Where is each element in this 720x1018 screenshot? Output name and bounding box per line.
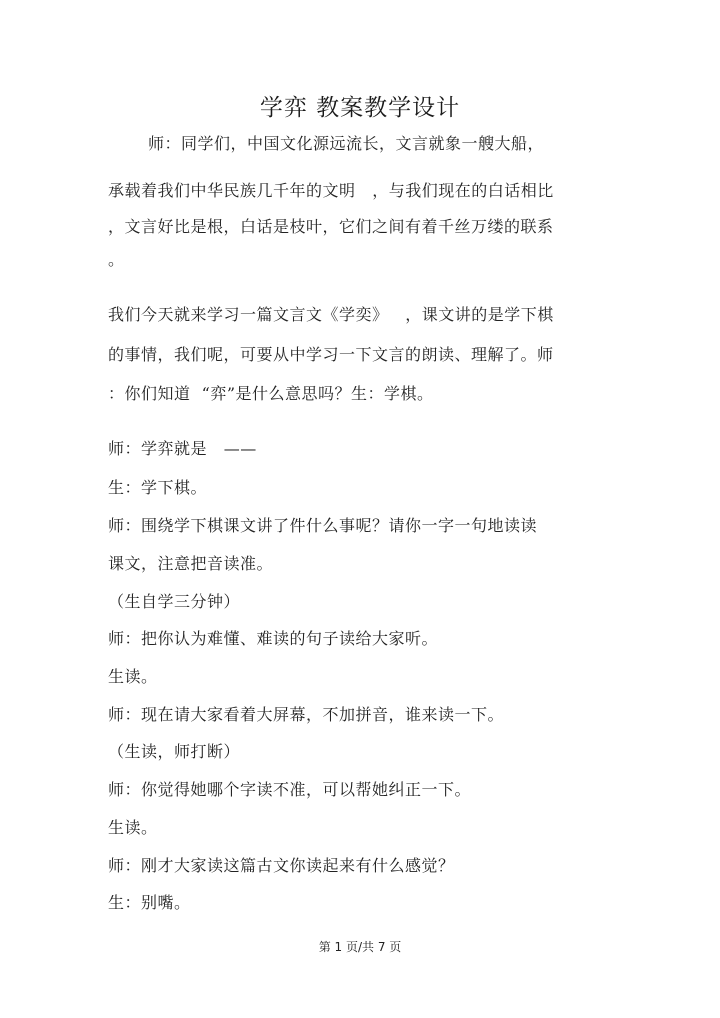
paragraph-line: 师：围绕学下棋课文讲了件什么事呢？请你一字一句地读读 bbox=[108, 516, 538, 535]
paragraph-line: 课文，注意把音读准。 bbox=[108, 554, 274, 573]
paragraph-line: 师：刚才大家读这篇古文你读起来有什么感觉？ bbox=[108, 856, 455, 875]
paragraph-line: 生读。 bbox=[108, 667, 158, 686]
paragraph-line: 师：现在请大家看着大屏幕，不加拼音，谁来读一下。 bbox=[108, 705, 505, 724]
paragraph-line: 师：你觉得她哪个字读不准，可以帮她纠正一下。 bbox=[108, 780, 472, 799]
paragraph-line: ：你们知道 “弈”是什么意思吗？生：学棋。 bbox=[108, 384, 434, 403]
paragraph-line: （生读，师打断） bbox=[108, 742, 241, 761]
paragraph-line: 我们今天就来学习一篇文言文《学奕》 ，课文讲的是学下棋 bbox=[108, 305, 554, 324]
paragraph-line: 师：把你认为难懂、难读的句子读给大家听。 bbox=[108, 629, 439, 648]
paragraph-line: 师：同学们，中国文化源远流长，文言就象一艘大船， bbox=[148, 134, 545, 153]
paragraph-line: 生：学下棋。 bbox=[108, 478, 208, 497]
paragraph-line: 。 bbox=[108, 250, 125, 269]
document-title: 学弈 教案教学设计 bbox=[259, 95, 461, 121]
paragraph-line: 师：学弈就是 —— bbox=[108, 439, 257, 458]
paragraph-line: 承载着我们中华民族几千年的文明 ，与我们现在的白话相比 bbox=[108, 181, 554, 200]
paragraph-line: 生读。 bbox=[108, 818, 158, 837]
paragraph-line: 生：别嘴。 bbox=[108, 893, 191, 912]
paragraph-line: 的事情，我们呢，可要从中学习一下文言的朗读、理解了。师 bbox=[108, 345, 554, 364]
paragraph-line: ，文言好比是根，白话是枝叶，它们之间有着千丝万缕的联系 bbox=[108, 217, 554, 236]
page-number: 第 1 页/共 7 页 bbox=[318, 940, 402, 954]
paragraph-line: （生自学三分钟） bbox=[108, 592, 241, 611]
